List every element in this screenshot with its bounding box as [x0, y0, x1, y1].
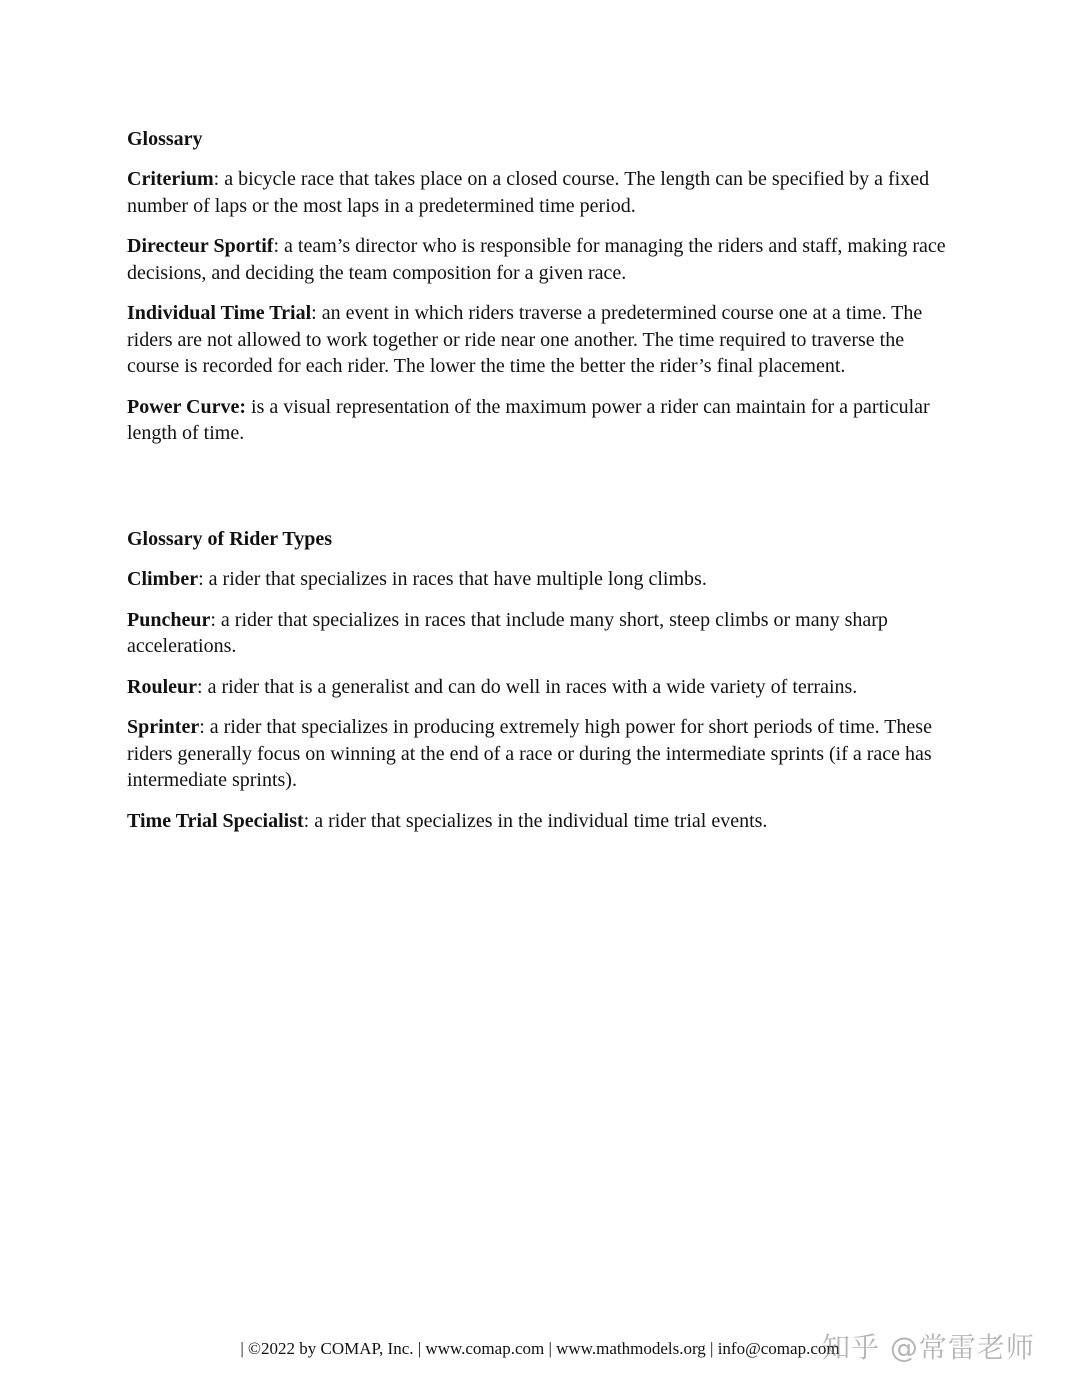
- rider-type-entry-rouleur: [127, 674, 957, 701]
- entry-separator: :: [213, 168, 220, 190]
- glossary-entry-power-curve: [127, 394, 957, 447]
- glossary-entry-individual-time-trial: [127, 300, 957, 380]
- rider-type-entry-climber: [127, 566, 957, 593]
- entry-term: Directeur Sportif: [127, 235, 274, 257]
- glossary-section: [127, 126, 957, 461]
- entry-term: Sprinter: [127, 716, 200, 738]
- entry-definition: a bicycle race that takes place on a closed course. The length can be specified by a fixed number of laps or the most laps in a predetermined time period.: [127, 168, 930, 217]
- footer-text: | ©2022 by COMAP, Inc. | www.comap.com | www.mathmodels.org | info@comap.com: [240, 1339, 840, 1358]
- entry-term: Puncheur: [127, 608, 211, 631]
- entry-definition: a team’s director who is responsible for managing the riders and staff, making race decisions, and deciding the team composition for a given race.: [127, 235, 946, 284]
- entry-definition: a rider that specializes in races that have multiple long climbs.: [203, 568, 707, 590]
- entry-term: Power Curve:: [127, 395, 247, 418]
- entry-separator: :: [199, 716, 205, 738]
- entry-separator: :: [197, 675, 203, 698]
- watermark: 知乎 @常雷老师: [822, 1331, 1035, 1364]
- entry-term: Time Trial Specialist: [127, 809, 304, 832]
- entry-definition: a rider that specializes in the individual time trial events.: [309, 809, 768, 832]
- entry-separator: :: [210, 608, 216, 631]
- rider-type-entry-puncheur: [127, 607, 957, 660]
- rider-type-entry-time-trial-specialist: [127, 808, 957, 835]
- glossary-heading: Glossary: [127, 128, 203, 150]
- rider-type-entry-sprinter: [127, 714, 957, 794]
- entry-term: Criterium: [127, 168, 214, 190]
- rider-types-heading: Glossary of Rider Types: [127, 528, 333, 550]
- entry-term: Individual Time Trial: [127, 302, 312, 324]
- glossary-entry-criterium: [127, 166, 957, 219]
- glossary-entry-directeur-sportif: [127, 233, 957, 286]
- entry-term: Climber: [127, 568, 199, 590]
- entry-separator: :: [198, 568, 204, 590]
- entry-definition: a rider that specializes in producing extremely high power for short periods of time. These riders generally focus on winning at the end of a race or during the intermediate sprints (if a race has intermediate sprints).: [127, 716, 932, 791]
- entry-definition: a rider that specializes in races that include many short, steep climbs or many sharp accelerations.: [127, 608, 888, 657]
- entry-separator: :: [273, 235, 280, 257]
- entry-separator: :: [303, 809, 310, 832]
- entry-separator: :: [311, 302, 317, 324]
- entry-term: Rouleur: [127, 675, 197, 698]
- entry-definition: a rider that is a generalist and can do well in races with a wide variety of terrains.: [202, 675, 858, 698]
- rider-types-section: [127, 526, 957, 848]
- entry-definition: is a visual representation of the maximum power a rider can maintain for a particular length of time.: [127, 395, 930, 444]
- entry-definition: an event in which riders traverse a predetermined course one at a time. The riders are not allowed to work together or ride near one another. The time required to traverse the course is recorded for each rider. The lower the time the better the rider’s final placement.: [127, 302, 923, 377]
